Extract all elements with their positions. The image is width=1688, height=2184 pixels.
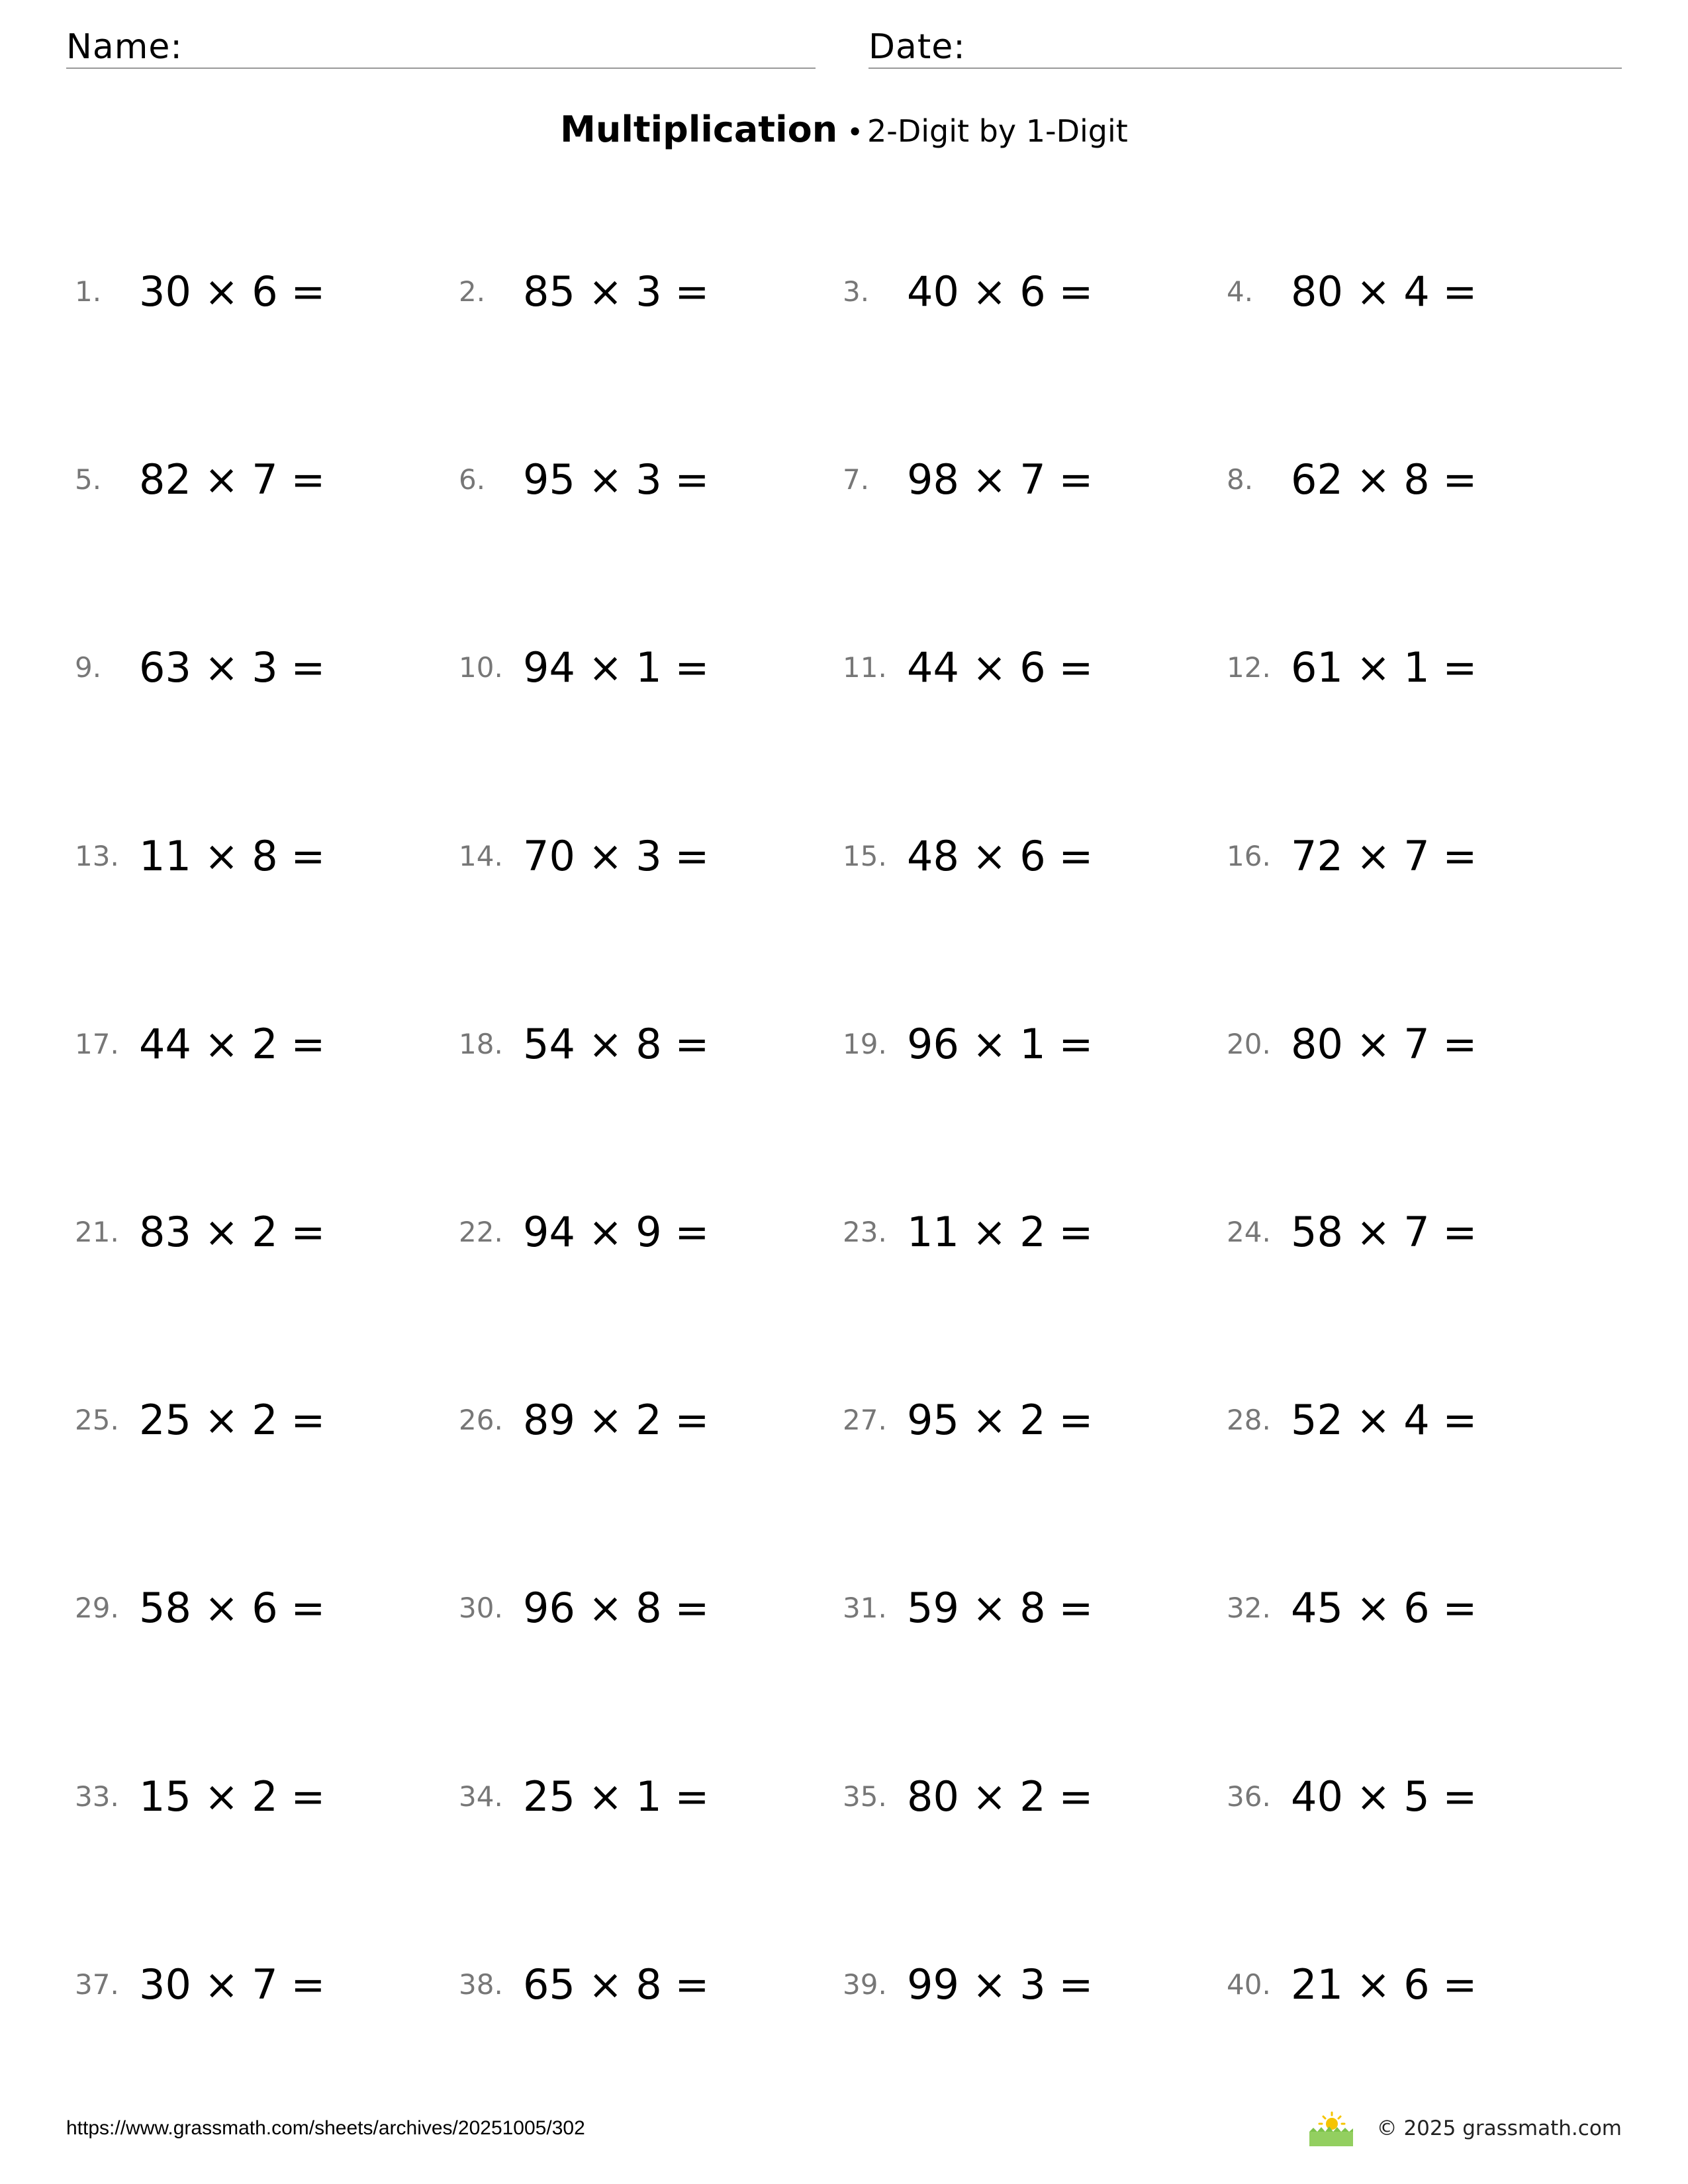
problem-number: 38. (459, 1968, 503, 2001)
problem-number: 10. (459, 651, 503, 684)
problem-24 (1218, 1203, 1589, 1262)
problem-18 (450, 1015, 821, 1074)
problem-number: 30. (459, 1592, 503, 1624)
problem-number: 3. (843, 275, 870, 308)
problem-7 (834, 450, 1205, 510)
problem-expression: 44 × 2 = (139, 1020, 326, 1068)
problem-expression: 40 × 6 = (907, 267, 1094, 316)
problem-number: 40. (1227, 1968, 1271, 2001)
date-field[interactable] (868, 26, 1622, 69)
problem-13 (66, 827, 437, 886)
footer-url[interactable]: https://www.grassmath.com/sheets/archives/20251005/302 (66, 2117, 585, 2139)
footer-brand (1308, 2109, 1622, 2148)
problem-35 (834, 1767, 1205, 1827)
problem-37 (66, 1955, 437, 2015)
problem-expression: 58 × 6 = (139, 1584, 326, 1632)
problem-number: 12. (1227, 651, 1271, 684)
problem-expression: 80 × 4 = (1291, 267, 1477, 316)
problem-22 (450, 1203, 821, 1262)
problem-expression: 30 × 6 = (139, 267, 326, 316)
problem-expression: 40 × 5 = (1291, 1772, 1477, 1821)
problem-expression: 72 × 7 = (1291, 832, 1477, 880)
problem-expression: 59 × 8 = (907, 1584, 1094, 1632)
problem-expression: 80 × 7 = (1291, 1020, 1477, 1068)
problem-expression: 25 × 1 = (523, 1772, 710, 1821)
problem-9 (66, 638, 437, 698)
problem-number: 9. (75, 651, 102, 684)
problem-number: 20. (1227, 1028, 1271, 1060)
problem-expression: 65 × 8 = (523, 1960, 710, 2009)
problem-40 (1218, 1955, 1589, 2015)
problem-number: 14. (459, 840, 503, 872)
grassmath-logo-icon (1308, 2111, 1354, 2146)
problem-number: 15. (843, 840, 887, 872)
name-field[interactable] (66, 26, 816, 69)
problem-33 (66, 1767, 437, 1827)
problem-expression: 25 × 2 = (139, 1396, 326, 1444)
problem-number: 23. (843, 1216, 887, 1248)
problem-16 (1218, 827, 1589, 886)
problem-number: 16. (1227, 840, 1271, 872)
problem-number: 24. (1227, 1216, 1271, 1248)
title-main: Multiplication (560, 109, 838, 150)
problem-number: 25. (75, 1404, 119, 1436)
problem-number: 27. (843, 1404, 887, 1436)
problem-expression: 96 × 8 = (523, 1584, 710, 1632)
problem-expression: 48 × 6 = (907, 832, 1094, 880)
problem-38 (450, 1955, 821, 2015)
problem-34 (450, 1767, 821, 1827)
problem-number: 6. (459, 463, 486, 496)
problem-27 (834, 1390, 1205, 1450)
problem-17 (66, 1015, 437, 1074)
name-label: Name: (66, 27, 183, 67)
problem-number: 34. (459, 1780, 503, 1813)
problem-number: 21. (75, 1216, 119, 1248)
problem-expression: 85 × 3 = (523, 267, 710, 316)
problem-number: 32. (1227, 1592, 1271, 1624)
problem-number: 13. (75, 840, 119, 872)
problem-26 (450, 1390, 821, 1450)
problem-6 (450, 450, 821, 510)
problem-expression: 98 × 7 = (907, 455, 1094, 504)
problem-10 (450, 638, 821, 698)
problem-number: 19. (843, 1028, 887, 1060)
problem-29 (66, 1578, 437, 1638)
problem-15 (834, 827, 1205, 886)
problem-expression: 83 × 2 = (139, 1208, 326, 1256)
problem-14 (450, 827, 821, 886)
problem-expression: 52 × 4 = (1291, 1396, 1477, 1444)
problem-expression: 54 × 8 = (523, 1020, 710, 1068)
problem-number: 4. (1227, 275, 1254, 308)
problem-number: 18. (459, 1028, 503, 1060)
problem-number: 33. (75, 1780, 119, 1813)
problem-expression: 70 × 3 = (523, 832, 710, 880)
title-subtitle: 2-Digit by 1-Digit (867, 113, 1128, 149)
problem-number: 36. (1227, 1780, 1271, 1813)
problem-expression: 96 × 1 = (907, 1020, 1094, 1068)
problem-expression: 80 × 2 = (907, 1772, 1094, 1821)
problem-expression: 94 × 9 = (523, 1208, 710, 1256)
problem-number: 1. (75, 275, 102, 308)
worksheet-title (0, 106, 1688, 162)
problem-number: 7. (843, 463, 870, 496)
problem-23 (834, 1203, 1205, 1262)
problem-number: 26. (459, 1404, 503, 1436)
problem-expression: 30 × 7 = (139, 1960, 326, 2009)
problem-36 (1218, 1767, 1589, 1827)
problem-number: 37. (75, 1968, 119, 2001)
problem-number: 11. (843, 651, 887, 684)
problem-32 (1218, 1578, 1589, 1638)
problem-expression: 89 × 2 = (523, 1396, 710, 1444)
problem-number: 35. (843, 1780, 887, 1813)
problem-expression: 95 × 2 = (907, 1396, 1094, 1444)
problem-21 (66, 1203, 437, 1262)
problem-5 (66, 450, 437, 510)
date-label: Date: (868, 27, 966, 67)
problem-31 (834, 1578, 1205, 1638)
problem-4 (1218, 262, 1589, 322)
problem-25 (66, 1390, 437, 1450)
problem-number: 39. (843, 1968, 887, 2001)
problem-number: 2. (459, 275, 486, 308)
problem-2 (450, 262, 821, 322)
problem-number: 8. (1227, 463, 1254, 496)
problem-30 (450, 1578, 821, 1638)
problem-39 (834, 1955, 1205, 2015)
problem-number: 28. (1227, 1404, 1271, 1436)
problem-19 (834, 1015, 1205, 1074)
problem-expression: 63 × 3 = (139, 643, 326, 692)
problem-number: 17. (75, 1028, 119, 1060)
problem-number: 22. (459, 1216, 503, 1248)
problem-number: 5. (75, 463, 102, 496)
problem-1 (66, 262, 437, 322)
problem-expression: 94 × 1 = (523, 643, 710, 692)
copyright: © 2025 grassmath.com (1376, 2116, 1622, 2140)
problem-number: 31. (843, 1592, 887, 1624)
problem-expression: 58 × 7 = (1291, 1208, 1477, 1256)
problem-8 (1218, 450, 1589, 510)
problem-expression: 99 × 3 = (907, 1960, 1094, 2009)
problem-number: 29. (75, 1592, 119, 1624)
problem-expression: 45 × 6 = (1291, 1584, 1477, 1632)
problem-expression: 82 × 7 = (139, 455, 326, 504)
problem-expression: 61 × 1 = (1291, 643, 1477, 692)
problem-expression: 11 × 8 = (139, 832, 326, 880)
problem-expression: 44 × 6 = (907, 643, 1094, 692)
title-separator: • (847, 116, 863, 148)
problem-expression: 95 × 3 = (523, 455, 710, 504)
problem-expression: 62 × 8 = (1291, 455, 1477, 504)
problem-3 (834, 262, 1205, 322)
problem-expression: 15 × 2 = (139, 1772, 326, 1821)
problem-11 (834, 638, 1205, 698)
problem-expression: 21 × 6 = (1291, 1960, 1477, 2009)
problem-expression: 11 × 2 = (907, 1208, 1094, 1256)
problem-20 (1218, 1015, 1589, 1074)
problem-28 (1218, 1390, 1589, 1450)
problem-12 (1218, 638, 1589, 698)
